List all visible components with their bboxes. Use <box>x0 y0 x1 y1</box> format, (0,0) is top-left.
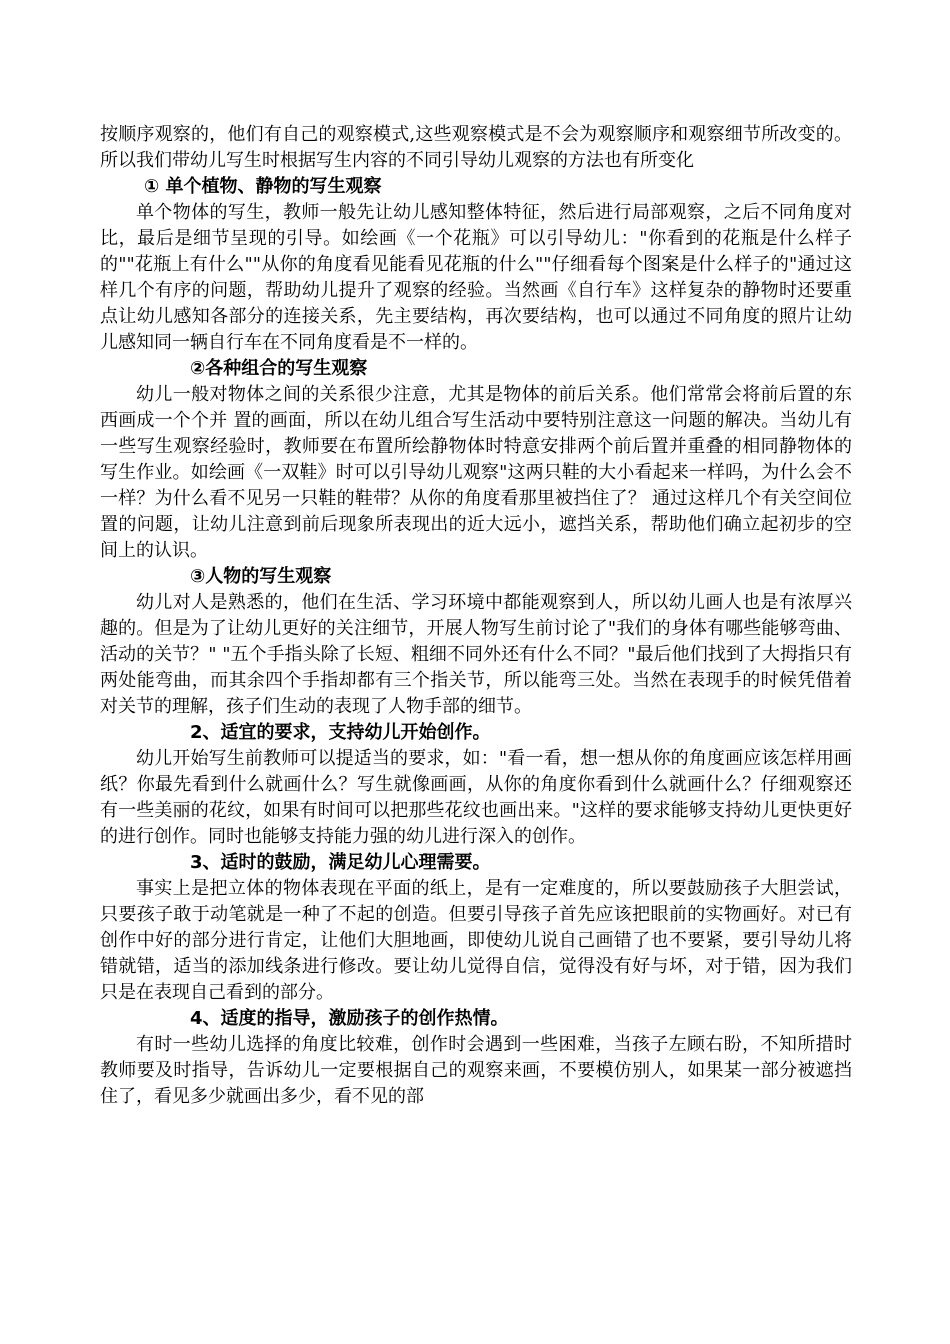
document-page <box>100 122 852 1110</box>
heading-single-object: ① 单个植物、静物的写生观察 <box>144 176 382 197</box>
paragraph-encouragement: 事实上是把立体的物体表现在平面的纸上，是有一定难度的，所以要鼓励孩子大胆尝试，只要孩子敢于动笔就是一种了不起的创造。但要引导孩子首先应该把眼前的实物画好。对已有创作中好的部分进行肯定，让他们大胆地画，即使幼儿说自己画错了也不要紧，要引导幼儿将错就错，适当的添加线条进行修改。要让幼儿觉得自信，觉得没有好与坏，对于错，因为我们只是在表现自己看到的部分。 <box>100 878 852 1003</box>
paragraph-single-object: 单个物体的写生，教师一般先让幼儿感知整体特征，然后进行局部观察，之后不同角度对比，最后是细节呈现的引导。如绘画《一个花瓶》可以引导幼儿："你看到的花瓶是什么样子的""花瓶上有什么""从你的角度看见能看见花瓶的什么""仔细看每个图案是什么样子的"通过这样几个有序的问题，帮助幼儿提升了观察的经验。当然画《自行车》这样复杂的静物时还要重点让幼儿感知各部分的连接关系，先主要结构，再次要结构，也可以通过不同角度的照片让幼儿感知同一辆自行车在不同角度看是不一样的。 <box>100 202 852 353</box>
heading-people: ③人物的写生观察 <box>190 566 332 587</box>
paragraph-combination: 幼儿一般对物体之间的关系很少注意，尤其是物体的前后关系。他们常常会将前后置的东西画成一个个并 置的画面，所以在幼儿组合写生活动中要特别注意这一问题的解决。当幼儿有一些写生观察经验时，教师要在布置所绘静物体时特意安排两个前后置并重叠的相同静物体的写生作业。如绘画《一双鞋》时可以引导幼儿观察"这两只鞋的大小看起来一样吗，为什么会不一样？为什么看不见另一只鞋的鞋带？从你的角度看那里被挡住了？ 通过这样几个有关空间位置的问题，让幼儿注意到前后现象所表现出的近大远小，遮挡关系，帮助他们确立起初步的空间上的认识。 <box>100 384 852 561</box>
paragraph-people: 幼儿对人是熟悉的，他们在生活、学习环境中都能观察到人，所以幼儿画人也是有浓厚兴趣的。但是为了让幼儿更好的关注细节，开展人物写生前讨论了"我们的身体有哪些能够弯曲、活动的关节？" "五个手指头除了长短、粗细不同外还有什么不同？"最后他们找到了大拇指只有两处能弯曲，而其余四个手指却都有三个指关节，所以能弯三处。当然在表现手的时候凭借着对关节的理解，孩子们生动的表现了人物手部的细节。 <box>100 592 852 717</box>
paragraph-guidance: 有时一些幼儿选择的角度比较难，创作时会遇到一些困难，当孩子左顾右盼，不知所措时教师要及时指导，告诉幼儿一定要根据自己的观察来画，不要模仿别人，如果某一部分被遮挡住了，看见多少就画出多少，看不见的部 <box>100 1034 852 1107</box>
heading-requirement: 2、适宜的要求，支持幼儿开始创作。 <box>190 722 491 743</box>
paragraph-requirement: 幼儿开始写生前教师可以提适当的要求，如："看一看，想一想从你的角度画应该怎样用画纸？你最先看到什么就画什么？写生就像画画，从你的角度你看到什么就画什么？仔细观察还有一些美丽的花纹，如果有时间可以把那些花纹也画出来。"这样的要求能够支持幼儿更快更好的进行创作。同时也能够支持能力强的幼儿进行深入的创作。 <box>100 748 852 847</box>
paragraph-continuation: 按顺序观察的，他们有自己的观察模式,这些观察模式是不会为观察顺序和观察细节所改变的。所以我们带幼儿写生时根据写生内容的不同引导幼儿观察的方法也有所变化 <box>100 124 852 171</box>
heading-guidance: 4、适度的指导，激励孩子的创作热情。 <box>190 1008 509 1029</box>
heading-combination: ②各种组合的写生观察 <box>190 358 368 379</box>
heading-encouragement: 3、适时的鼓励，满足幼儿心理需要。 <box>190 852 491 873</box>
